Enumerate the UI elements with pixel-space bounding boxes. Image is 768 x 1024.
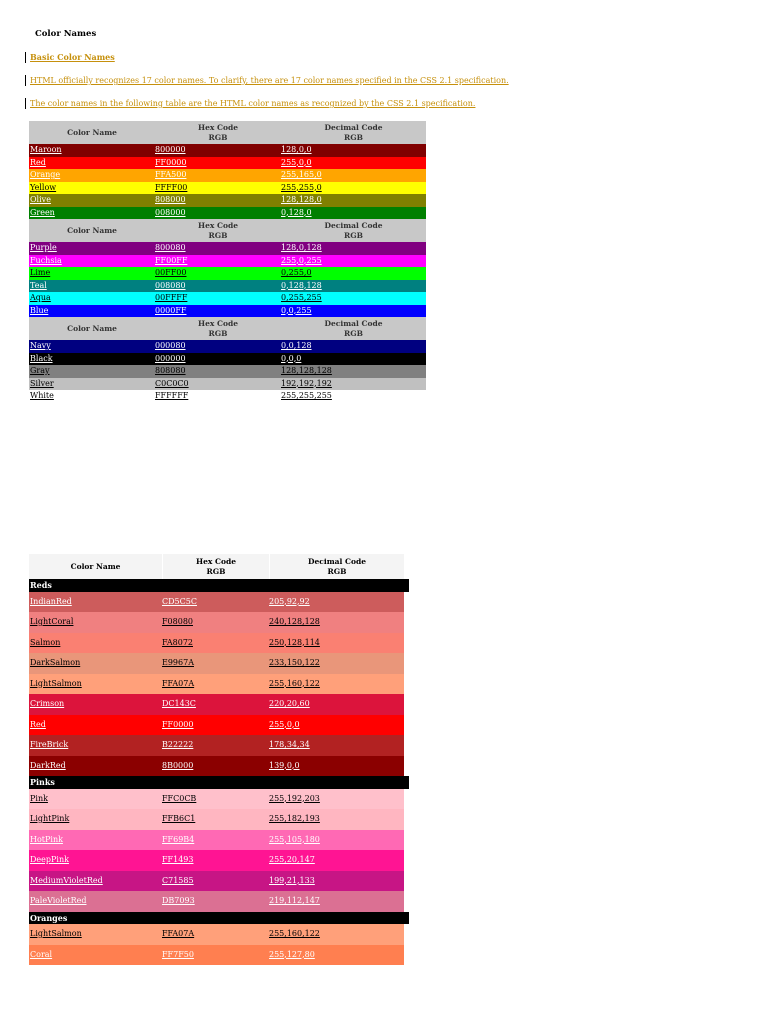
decimal-code-link[interactable]: 255,165,0 bbox=[281, 170, 322, 179]
decimal-code-link[interactable]: 255,255,255 bbox=[281, 391, 332, 400]
hex-code-cell bbox=[162, 674, 269, 695]
color-name-cell bbox=[29, 292, 155, 305]
table-row bbox=[29, 340, 426, 353]
decimal-code-cell bbox=[281, 267, 426, 280]
hex-code-link[interactable]: FFA07A bbox=[162, 929, 195, 938]
decimal-code-link[interactable]: 0,128,0 bbox=[281, 207, 312, 217]
header-hex-label: Hex Code bbox=[198, 220, 238, 230]
hex-code-link[interactable]: FF69B4 bbox=[162, 834, 195, 844]
decimal-code-cell bbox=[281, 144, 426, 157]
table-row bbox=[29, 169, 426, 182]
hex-code-link[interactable]: FFC0CB bbox=[162, 793, 197, 803]
hex-code-cell bbox=[162, 871, 269, 892]
hex-code-link[interactable]: FFA07A bbox=[162, 678, 195, 688]
table-row bbox=[29, 945, 404, 966]
hex-code-link[interactable]: C0C0C0 bbox=[155, 378, 189, 388]
decimal-code-cell bbox=[269, 809, 404, 830]
color-name-cell bbox=[29, 715, 162, 736]
color-name-cell bbox=[29, 305, 155, 318]
header-decimal-sublabel: RGB bbox=[344, 230, 363, 240]
decimal-code-link[interactable]: 255,192,203 bbox=[269, 793, 320, 803]
table-row bbox=[29, 871, 404, 892]
decimal-code-cell bbox=[281, 353, 426, 366]
header-hex-label: Hex Code bbox=[198, 318, 238, 328]
hex-code-cell bbox=[155, 182, 281, 195]
decimal-code-link[interactable]: 0,128,128 bbox=[281, 280, 322, 290]
decimal-code-link[interactable]: 128,0,128 bbox=[281, 243, 322, 252]
decimal-code-link[interactable]: 255,182,193 bbox=[269, 814, 320, 823]
decimal-code-cell bbox=[269, 612, 404, 633]
header-color-name bbox=[29, 317, 155, 340]
decimal-code-cell bbox=[269, 756, 404, 777]
hex-code-cell bbox=[155, 365, 281, 378]
hex-code-cell bbox=[155, 390, 281, 403]
header-color-name bbox=[29, 219, 155, 242]
hex-code-cell bbox=[162, 694, 269, 715]
header-hex-sublabel: RGB bbox=[208, 230, 228, 240]
decimal-code-link[interactable]: 255,255,0 bbox=[281, 182, 322, 192]
table-row bbox=[29, 633, 404, 654]
hex-code-cell bbox=[162, 633, 269, 654]
basic-color-names-link[interactable]: Basic Color Names bbox=[25, 52, 115, 63]
header-hex-sublabel: RGB bbox=[206, 566, 226, 576]
table-row bbox=[29, 144, 426, 157]
decimal-code-cell bbox=[269, 674, 404, 695]
table-header-row bbox=[29, 121, 426, 144]
hex-code-link[interactable]: DC143C bbox=[162, 699, 196, 708]
header-hex-code bbox=[163, 554, 269, 579]
header-decimal-sublabel: RGB bbox=[327, 566, 347, 576]
table-row bbox=[29, 789, 404, 810]
hex-code-cell bbox=[155, 194, 281, 207]
hex-code-link[interactable]: 8B0000 bbox=[162, 760, 194, 770]
hex-code-cell bbox=[155, 144, 281, 157]
color-name-cell bbox=[29, 242, 155, 255]
decimal-code-link[interactable]: 199,21,133 bbox=[269, 875, 315, 885]
table-row bbox=[29, 850, 404, 871]
hex-code-link[interactable]: 000080 bbox=[155, 341, 186, 350]
decimal-code-cell bbox=[269, 653, 404, 674]
table-row bbox=[29, 715, 404, 736]
color-name-cell bbox=[29, 789, 162, 810]
decimal-code-cell bbox=[281, 182, 426, 195]
table-row bbox=[29, 280, 426, 293]
decimal-code-cell bbox=[269, 924, 404, 945]
header-hex-label: Hex Code bbox=[196, 556, 236, 566]
decimal-code-link[interactable]: 139,0,0 bbox=[269, 760, 300, 770]
decimal-code-cell bbox=[269, 891, 404, 912]
table-row bbox=[29, 612, 404, 633]
decimal-code-cell bbox=[281, 378, 426, 391]
intro-paragraph-1[interactable]: HTML officially recognizes 17 color names. To clarify, there are 17 color names specified in the CSS 2.1 specification. bbox=[25, 75, 509, 86]
table-row bbox=[29, 267, 426, 280]
hex-code-cell bbox=[155, 305, 281, 318]
decimal-code-link[interactable]: 205,92,92 bbox=[269, 596, 310, 606]
color-name-cell bbox=[29, 390, 155, 403]
group-header: Oranges bbox=[29, 912, 409, 925]
table-row bbox=[29, 653, 404, 674]
header-decimal-code bbox=[281, 317, 426, 340]
color-name-link[interactable]: Coral bbox=[30, 949, 53, 959]
table-header-row bbox=[29, 219, 426, 242]
color-name-link[interactable]: MediumVioletRed bbox=[30, 875, 103, 885]
decimal-code-link[interactable]: 255,127,80 bbox=[269, 949, 315, 959]
color-name-link[interactable]: Orange bbox=[30, 170, 61, 179]
decimal-code-link[interactable]: 0,0,0 bbox=[281, 353, 302, 363]
hex-code-cell bbox=[162, 653, 269, 674]
color-name-link[interactable]: Teal bbox=[30, 280, 47, 290]
color-name-cell bbox=[29, 809, 162, 830]
table-row bbox=[29, 756, 404, 777]
hex-code-cell bbox=[162, 756, 269, 777]
decimal-code-cell bbox=[269, 715, 404, 736]
color-name-cell bbox=[29, 924, 162, 945]
intro-paragraph-2[interactable]: The color names in the following table are the HTML color names as recognized by the CSS 2.1 specification. bbox=[25, 98, 475, 109]
decimal-code-cell bbox=[269, 633, 404, 654]
color-name-cell bbox=[29, 182, 155, 195]
color-name-link[interactable]: LightSalmon bbox=[30, 678, 82, 688]
table-row bbox=[29, 694, 404, 715]
decimal-code-cell bbox=[281, 365, 426, 378]
table-header-row bbox=[29, 554, 409, 579]
color-name-cell bbox=[29, 169, 155, 182]
decimal-code-cell bbox=[281, 340, 426, 353]
table-row bbox=[29, 378, 426, 391]
color-name-link[interactable]: Olive bbox=[30, 195, 51, 204]
hex-code-cell bbox=[155, 378, 281, 391]
hex-code-cell bbox=[162, 612, 269, 633]
hex-code-link[interactable]: FF0000 bbox=[155, 157, 187, 167]
hex-code-link[interactable]: FF7F50 bbox=[162, 949, 194, 959]
header-color-name-label: Color Name bbox=[67, 128, 117, 137]
extended-colors-table bbox=[29, 554, 409, 965]
color-name-link[interactable]: Red bbox=[30, 157, 46, 167]
color-name-cell bbox=[29, 280, 155, 293]
header-decimal-label: Decimal Code bbox=[308, 556, 366, 566]
color-name-cell bbox=[29, 194, 155, 207]
hex-code-cell bbox=[162, 789, 269, 810]
hex-code-link[interactable]: 808000 bbox=[155, 195, 186, 204]
decimal-code-cell bbox=[269, 735, 404, 756]
decimal-code-link[interactable]: 250,128,114 bbox=[269, 637, 320, 647]
color-name-cell bbox=[29, 365, 155, 378]
group-header: Pinks bbox=[29, 776, 409, 789]
hex-code-cell bbox=[155, 242, 281, 255]
color-name-cell bbox=[29, 945, 162, 966]
decimal-code-cell bbox=[269, 592, 404, 613]
hex-code-link[interactable]: 008080 bbox=[155, 280, 186, 290]
header-hex-code bbox=[155, 219, 281, 242]
hex-code-cell bbox=[162, 715, 269, 736]
hex-code-link[interactable]: 800080 bbox=[155, 243, 186, 252]
hex-code-cell bbox=[162, 592, 269, 613]
color-name-cell bbox=[29, 674, 162, 695]
decimal-code-link[interactable]: 255,0,0 bbox=[269, 719, 300, 729]
color-name-link[interactable]: Navy bbox=[30, 341, 51, 350]
color-name-link[interactable]: Purple bbox=[30, 243, 57, 252]
decimal-code-link[interactable]: 255,0,255 bbox=[281, 255, 322, 265]
decimal-code-cell bbox=[281, 305, 426, 318]
color-name-link[interactable]: Pink bbox=[30, 793, 48, 803]
color-name-cell bbox=[29, 267, 155, 280]
color-name-cell bbox=[29, 378, 155, 391]
color-name-link[interactable]: LightCoral bbox=[30, 617, 74, 626]
color-name-cell bbox=[29, 255, 155, 268]
hex-code-cell bbox=[162, 891, 269, 912]
color-name-cell bbox=[29, 612, 162, 633]
color-name-link[interactable]: Black bbox=[30, 353, 53, 363]
table-row bbox=[29, 194, 426, 207]
header-decimal-code bbox=[281, 121, 426, 144]
header-hex-sublabel: RGB bbox=[208, 132, 228, 142]
decimal-code-cell bbox=[281, 157, 426, 170]
color-name-link[interactable]: Green bbox=[30, 207, 55, 217]
table-row bbox=[29, 592, 404, 613]
hex-code-link[interactable]: C71585 bbox=[162, 875, 194, 885]
table-row bbox=[29, 891, 404, 912]
table-row bbox=[29, 242, 426, 255]
group-header: Reds bbox=[29, 579, 409, 592]
hex-code-link[interactable]: 0000FF bbox=[155, 305, 187, 315]
decimal-code-link[interactable]: 220,20,60 bbox=[269, 699, 310, 708]
decimal-code-cell bbox=[269, 830, 404, 851]
header-hex-label: Hex Code bbox=[198, 122, 238, 132]
hex-code-link[interactable]: 00FFFF bbox=[155, 293, 188, 302]
color-name-link[interactable]: Red bbox=[30, 719, 46, 729]
color-name-cell bbox=[29, 207, 155, 220]
decimal-code-link[interactable]: 128,0,0 bbox=[281, 145, 312, 154]
header-hex-sublabel: RGB bbox=[208, 328, 228, 338]
header-decimal-code bbox=[281, 219, 426, 242]
decimal-code-cell bbox=[269, 789, 404, 810]
color-name-link[interactable]: Crimson bbox=[30, 699, 65, 708]
color-name-link[interactable]: LightPink bbox=[30, 814, 70, 823]
color-name-cell bbox=[29, 735, 162, 756]
decimal-code-cell bbox=[281, 207, 426, 220]
hex-code-link[interactable]: FFFF00 bbox=[155, 182, 188, 192]
hex-code-cell bbox=[155, 280, 281, 293]
header-decimal-label: Decimal Code bbox=[324, 122, 383, 132]
hex-code-link[interactable]: 808080 bbox=[155, 366, 186, 375]
table-row bbox=[29, 255, 426, 268]
hex-code-cell bbox=[155, 157, 281, 170]
color-name-link[interactable]: LightSalmon bbox=[30, 929, 82, 938]
header-decimal-sublabel: RGB bbox=[344, 328, 363, 338]
color-name-cell bbox=[29, 592, 162, 613]
color-name-link[interactable]: Aqua bbox=[30, 293, 51, 302]
hex-code-cell bbox=[162, 945, 269, 966]
basic-colors-table bbox=[29, 121, 426, 403]
decimal-code-cell bbox=[281, 255, 426, 268]
color-name-cell bbox=[29, 353, 155, 366]
decimal-code-link[interactable]: 219,112,147 bbox=[269, 896, 320, 905]
color-name-link[interactable]: White bbox=[30, 391, 54, 400]
color-name-cell bbox=[29, 157, 155, 170]
table-row bbox=[29, 292, 426, 305]
hex-code-link[interactable]: B22222 bbox=[162, 740, 194, 749]
decimal-code-link[interactable]: 255,160,122 bbox=[269, 929, 320, 938]
table-row bbox=[29, 353, 426, 366]
hex-code-link[interactable]: FA8072 bbox=[162, 637, 193, 647]
header-color-name-label: Color Name bbox=[70, 562, 121, 571]
decimal-code-link[interactable]: 255,160,122 bbox=[269, 678, 320, 688]
hex-code-link[interactable]: F08080 bbox=[162, 617, 193, 626]
color-name-link[interactable]: Maroon bbox=[30, 145, 62, 154]
table-row bbox=[29, 924, 404, 945]
table-row bbox=[29, 809, 404, 830]
header-color-name-label: Color Name bbox=[67, 324, 117, 333]
decimal-code-link[interactable]: 0,0,128 bbox=[281, 341, 312, 350]
hex-code-link[interactable]: E9967A bbox=[162, 658, 194, 667]
color-name-link[interactable]: Lime bbox=[30, 268, 51, 277]
hex-code-link[interactable]: FF0000 bbox=[162, 719, 194, 729]
decimal-code-cell bbox=[281, 292, 426, 305]
color-name-cell bbox=[29, 891, 162, 912]
color-name-link[interactable]: Gray bbox=[30, 366, 50, 375]
hex-code-cell bbox=[155, 207, 281, 220]
decimal-code-link[interactable]: 192,192,192 bbox=[281, 378, 332, 388]
color-name-link[interactable]: Silver bbox=[30, 378, 54, 388]
page-title: Color Names bbox=[35, 29, 97, 39]
decimal-code-cell bbox=[281, 194, 426, 207]
hex-code-cell bbox=[162, 924, 269, 945]
color-name-link[interactable]: Blue bbox=[30, 305, 49, 315]
color-name-link[interactable]: IndianRed bbox=[30, 596, 72, 606]
color-name-cell bbox=[29, 633, 162, 654]
color-name-cell bbox=[29, 830, 162, 851]
hex-code-cell bbox=[162, 830, 269, 851]
color-name-link[interactable]: FireBrick bbox=[30, 740, 69, 749]
color-name-link[interactable]: DarkRed bbox=[30, 760, 66, 770]
decimal-code-cell bbox=[281, 242, 426, 255]
decimal-code-cell bbox=[269, 694, 404, 715]
decimal-code-link[interactable]: 240,128,128 bbox=[269, 617, 320, 626]
color-name-cell bbox=[29, 871, 162, 892]
table-row bbox=[29, 735, 404, 756]
hex-code-cell bbox=[155, 255, 281, 268]
decimal-code-link[interactable]: 128,128,128 bbox=[281, 366, 332, 375]
header-decimal-sublabel: RGB bbox=[344, 132, 363, 142]
header-decimal-label: Decimal Code bbox=[324, 318, 383, 328]
decimal-code-cell bbox=[269, 945, 404, 966]
hex-code-cell bbox=[155, 340, 281, 353]
table-row bbox=[29, 305, 426, 318]
decimal-code-link[interactable]: 128,128,0 bbox=[281, 195, 322, 204]
hex-code-link[interactable]: FFA500 bbox=[155, 170, 187, 179]
color-name-cell bbox=[29, 144, 155, 157]
hex-code-cell bbox=[162, 850, 269, 871]
decimal-code-link[interactable]: 255,20,147 bbox=[269, 855, 315, 864]
hex-code-cell bbox=[162, 809, 269, 830]
hex-code-link[interactable]: CD5C5C bbox=[162, 596, 197, 606]
color-name-link[interactable]: PaleVioletRed bbox=[30, 896, 87, 905]
decimal-code-link[interactable]: 178,34,34 bbox=[269, 740, 310, 749]
table-row bbox=[29, 390, 426, 403]
color-name-link[interactable]: HotPink bbox=[30, 834, 63, 844]
header-color-name-label: Color Name bbox=[67, 226, 117, 235]
hex-code-link[interactable]: DB7093 bbox=[162, 896, 195, 905]
hex-code-cell bbox=[155, 169, 281, 182]
table-row bbox=[29, 157, 426, 170]
decimal-code-link[interactable]: 0,255,0 bbox=[281, 268, 312, 277]
color-name-link[interactable]: DeepPink bbox=[30, 855, 69, 864]
header-decimal-code bbox=[270, 554, 404, 579]
color-name-link[interactable]: Yellow bbox=[30, 182, 57, 192]
hex-code-cell bbox=[162, 735, 269, 756]
table-header-row bbox=[29, 317, 426, 340]
decimal-code-link[interactable]: 233,150,122 bbox=[269, 658, 320, 667]
hex-code-link[interactable]: FF1493 bbox=[162, 855, 194, 864]
color-name-cell bbox=[29, 756, 162, 777]
header-decimal-label: Decimal Code bbox=[324, 220, 383, 230]
color-name-cell bbox=[29, 340, 155, 353]
hex-code-link[interactable]: 800000 bbox=[155, 145, 186, 154]
table-row bbox=[29, 830, 404, 851]
table-row bbox=[29, 207, 426, 220]
color-name-link[interactable]: Fuchsia bbox=[30, 255, 62, 265]
hex-code-link[interactable]: 008000 bbox=[155, 207, 186, 217]
decimal-code-cell bbox=[269, 871, 404, 892]
table-row bbox=[29, 182, 426, 195]
color-name-cell bbox=[29, 850, 162, 871]
hex-code-link[interactable]: FF00FF bbox=[155, 255, 188, 265]
hex-code-link[interactable]: FFFFFF bbox=[155, 391, 189, 400]
decimal-code-cell bbox=[281, 280, 426, 293]
decimal-code-link[interactable]: 0,255,255 bbox=[281, 293, 322, 302]
header-hex-code bbox=[155, 317, 281, 340]
hex-code-link[interactable]: 00FF00 bbox=[155, 268, 187, 277]
hex-code-link[interactable]: 000000 bbox=[155, 353, 186, 363]
header-color-name bbox=[29, 554, 162, 579]
decimal-code-cell bbox=[281, 169, 426, 182]
color-name-cell bbox=[29, 653, 162, 674]
decimal-code-link[interactable]: 255,0,0 bbox=[281, 157, 312, 167]
decimal-code-link[interactable]: 255,105,180 bbox=[269, 834, 320, 844]
hex-code-cell bbox=[155, 353, 281, 366]
color-name-link[interactable]: DarkSalmon bbox=[30, 658, 81, 667]
header-hex-code bbox=[155, 121, 281, 144]
decimal-code-link[interactable]: 0,0,255 bbox=[281, 305, 312, 315]
color-name-cell bbox=[29, 694, 162, 715]
table-row bbox=[29, 365, 426, 378]
table-row bbox=[29, 674, 404, 695]
color-name-link[interactable]: Salmon bbox=[30, 637, 61, 647]
hex-code-cell bbox=[155, 267, 281, 280]
hex-code-cell bbox=[155, 292, 281, 305]
decimal-code-cell bbox=[269, 850, 404, 871]
decimal-code-cell bbox=[281, 390, 426, 403]
header-color-name bbox=[29, 121, 155, 144]
hex-code-link[interactable]: FFB6C1 bbox=[162, 814, 196, 823]
